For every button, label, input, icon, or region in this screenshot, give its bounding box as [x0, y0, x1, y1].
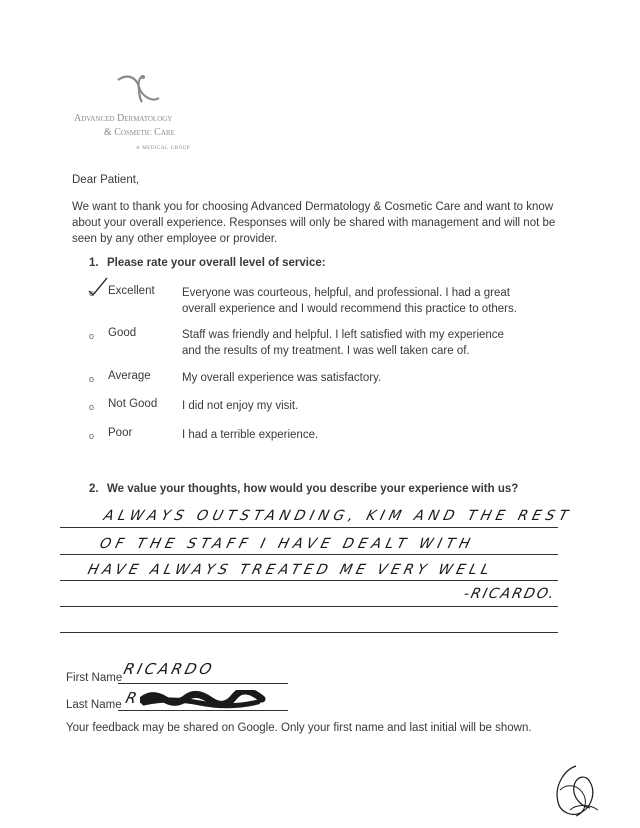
answer-line — [60, 580, 558, 581]
logo-mark — [112, 72, 162, 106]
option-label: Average — [108, 370, 151, 382]
answer-line — [60, 554, 558, 555]
question-1-number: 1. — [89, 257, 99, 269]
last-name-label: Last Name — [66, 699, 122, 711]
radio-bullet: o — [89, 431, 95, 441]
handwritten-signoff: -RICARDO. — [462, 586, 558, 602]
greeting: Dear Patient, — [72, 174, 140, 186]
question-2-number: 2. — [89, 483, 99, 495]
option-label: Good — [108, 327, 137, 339]
option-label: Poor — [108, 427, 133, 439]
option-label: Excellent — [108, 285, 155, 297]
option-description: I did not enjoy my visit. — [182, 400, 299, 412]
option-label: Not Good — [108, 398, 158, 410]
option-description: Staff was friendly and helpful. I left satisfied with my experience and the results of my treatment. I was well taken care of. — [182, 329, 504, 357]
logo-line-2: & Cosmetic Care — [104, 127, 175, 138]
logo-line-1: Advanced Dermatology — [74, 113, 173, 124]
last-name-line — [118, 710, 288, 711]
handwritten-answer-line-1: ALWAYS OUTSTANDING, KIM AND THE REST — [102, 508, 575, 524]
option-description: My overall experience was satisfactory. — [182, 372, 382, 384]
first-name-value: RICARDO — [121, 660, 217, 678]
question-1-title: Please rate your overall level of service: — [107, 257, 326, 269]
handwritten-answer-line-3: HAVE ALWAYS TREATED ME VERY WELL — [86, 562, 495, 578]
option-description: I had a terrible experience. — [182, 429, 319, 441]
option-description: Everyone was courteous, helpful, and professional. I had a great overall experience and I would recommend this practice to others. — [182, 287, 517, 315]
logo-line-3: a medical group — [136, 144, 191, 151]
answer-line — [60, 527, 558, 528]
redaction-scribble — [140, 690, 266, 710]
first-name-line — [118, 683, 288, 684]
last-name-value: R — [123, 689, 142, 707]
signature-scribble — [546, 760, 606, 822]
answer-line — [60, 632, 558, 633]
radio-bullet: o — [89, 331, 95, 341]
radio-bullet: o — [89, 374, 95, 384]
google-disclaimer: Your feedback may be shared on Google. Only your first name and last initial will be shown. — [66, 722, 532, 734]
radio-bullet: o — [89, 288, 95, 298]
intro-paragraph: We want to thank you for choosing Advanced Dermatology & Cosmetic Care and want to know about your overall experience. Responses will only be shared with management and will not be seen by any other employee or provider. — [72, 201, 556, 245]
answer-line — [60, 606, 558, 607]
radio-bullet: o — [89, 402, 95, 412]
handwritten-answer-line-2: OF THE STAFF I HAVE DEALT WITH — [98, 536, 477, 552]
first-name-label: First Name — [66, 672, 123, 684]
question-2-title: We value your thoughts, how would you describe your experience with us? — [107, 483, 519, 495]
